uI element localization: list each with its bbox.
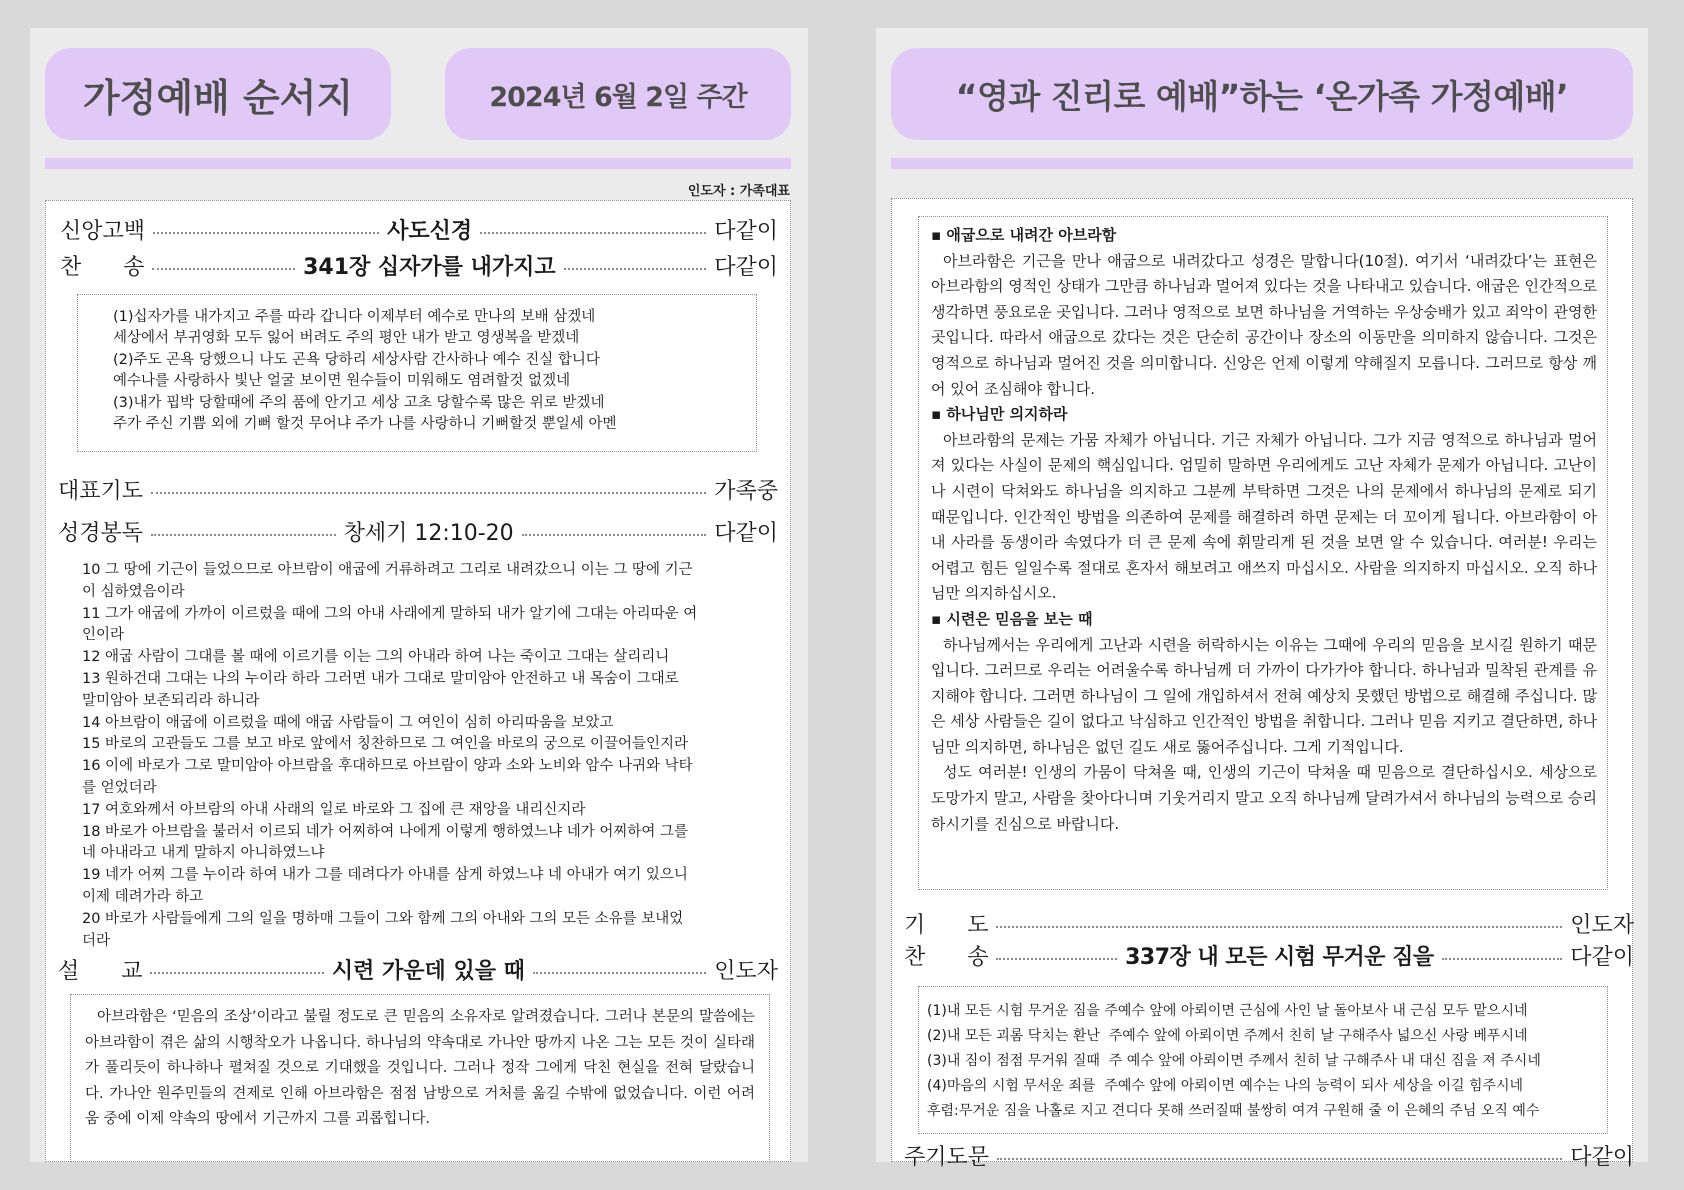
order-row-sermon (58, 954, 778, 985)
dotted-leader (1442, 958, 1563, 960)
lyric-line: (1)내 모든 시험 무거운 짐을 주예수 앞에 아뢰이면 근심에 사인 날 돌아보사 내 근심 모두 맡으시네 (927, 1003, 1528, 1019)
lyric-line: (3)내가 핍박 당할때에 주의 품에 안기고 세상 고초 당할수록 많은 위로 받겠네 (113, 394, 605, 411)
section-body: 하나님께서는 우리에게 고난과 시련을 허락하시는 이유는 그때에 우리의 믿음을 보시길 원하기 때문입니다. 그러므로 우리는 어려울수록 하나님께 더 가까이 다가가야 합니다. 하나님과 밀착된 관계를 유지해야 합니다. 그러면 하나님이 그 일에 개입하셔서 전혀 예상치 못했던 방법으로 해결해 주십니다. 많은 세상 사람들은 길이 없다고 낙심하고 인간적인 방법을 취합니다. 그러나 믿음 지키고 결단하면, 하나님만 의지하면, 하나님은 없던 길도 새로 뚫어주십니다. 그게 기적입니다. (931, 635, 1597, 756)
section-heading: ▪ 시련은 믿음을 보는 때 (931, 609, 1093, 628)
section-body: 아브라함은 기근을 만나 애굽으로 내려갔다고 성경은 말합니다(10절). 여기서 ‘내려갔다’는 표현은 아브라함의 영적인 상태가 그만큼 하나님과 멀어져 있다는 것을 나타내고 있습니다. 애굽은 인간적으로 생각하면 풍요로운 곳입니다. 그러나 영적으로 보면 하나님을 거역하는 우상숭배가 있고 죄악이 관영한 곳입니다. 따라서 애굽으로 갔다는 것은 단순히 공간이나 장소의 이동만을 의미하지 않습니다. 그것은 영적으로 하나님과 멀어진 것을 의미합니다. 신앙은 언제 이렇게 약해질지 모릅니다. 그러므로 항상 깨어 있어 조심해야 합니다. (931, 251, 1597, 398)
dotted-leader (150, 972, 323, 974)
section-heading: ▪ 애굽으로 내려간 아브라함 (931, 226, 1117, 244)
theme-pill (891, 48, 1633, 140)
section-body: 아브라함의 문제는 가뭄 자체가 아닙니다. 기근 자체가 아닙니다. 그가 지금 영적으로 하나님과 멀어져 있다는 사실이 문제의 핵심입니다. 엄밀히 말하면 우리에게도 고난 자체가 문제가 아닙니다. 고난이나 시련이 닥쳐와도 하나님을 의지하고 그분께 부탁하면 그것은 나의 문제에서 하나님의 문제로 되기 때문입니다. 인간적인 방법을 의존하여 문제를 해결하려 하면 문제는 더 꼬이게 됩니다. 아브라함이 아내 사라를 동생이라 속였다가 더 큰 문제 속에 휘말리게 된 것을 보면 알 수 있습니다. 여러분! 우리는 어렵고 힘든 일일수록 절대로 혼자서 해보려고 애쓰지 마십시오. 사람을 의지하지 마십시오. 오직 하나님만 의지하십시오. (931, 430, 1597, 603)
dotted-leader (996, 926, 1562, 928)
order-label: 대표기도 (58, 479, 144, 504)
verse-line: 14 아브람이 애굽에 이르렀을 때에 애굽 사람들이 그 여인이 심히 아리따움을 보았고 (82, 714, 614, 731)
verse-line: 18 바로가 아브람을 불러서 이르되 네가 어찌하여 나에게 이렇게 행하였느냐 네가 어찌하여 그를 (82, 823, 689, 840)
verse-line: 10 그 땅에 기근이 들었으므로 아브람이 애굽에 거류하려고 그리로 내려갔으니 이는 그 땅에 기근 (82, 562, 693, 578)
order-label: 주기도문 (904, 1145, 990, 1170)
lyric-line: (2)주도 곤욕 당했으니 나도 곤욕 당하리 세상사람 간사하나 예수 진실 합니다 (113, 351, 600, 368)
verse-line: 를 얻었더라 (82, 779, 157, 796)
section-heading: ▪ 하나님만 의지하라 (931, 405, 1068, 424)
verse-line: 13 원하건대 그대는 나의 누이라 하라 그러면 내가 그대로 말미암아 안전하고 내 목숨이 그대로 (82, 670, 679, 687)
order-label: 신앙고백 (60, 219, 146, 244)
leader-line: 인도자 : 가족대표 (687, 184, 790, 199)
verse-line: 12 애굽 사람이 그대를 볼 때에 이르기를 이는 그의 아내라 하여 나는 죽이고 그대는 살리리니 (82, 649, 670, 666)
closing-paragraph: 성도 여러분! 인생의 가뭄이 닥쳐올 때, 인생의 기근이 닥쳐올 때 믿음으로 결단하십시오. 세상으로 도망가지 말고, 사람을 찾아다니며 기웃거리지 말고 오직 하나님께 달려가셔서 하나님의 능력으로 승리하시기를 진심으로 바랍니다. (931, 763, 1597, 833)
order-row-lords-prayer (904, 1140, 1634, 1171)
order-who: 다같이 (1570, 945, 1635, 970)
verse-line: 네 아내라고 내게 말하지 아니하였느냐 (82, 845, 325, 862)
date-pill (445, 48, 791, 140)
verse-line: 11 그가 애굽에 가까이 이르렀을 때에 그의 아내 사래에게 말하되 내가 알기에 그대는 아리따운 여 (82, 605, 698, 622)
lyric-line: (1)십자가를 내가지고 주를 따라 갑니다 이제부터 예수로 만나의 보배 삼겠네 (113, 309, 596, 325)
order-item: 창세기 12:10-20 (343, 521, 514, 546)
order-label: 성경봉독 (58, 521, 144, 546)
accent-bar (45, 158, 791, 169)
lyric-line: 주가 주신 기쁨 외에 기뻐 할것 무어냐 주가 나를 사랑하니 기뻐할것 뿐일세 아멘 (113, 416, 617, 433)
lyric-line: (3)내 짐이 점점 무거워 질때 주 예수 앞에 아뢰이면 주께서 친히 날 구해주사 내 대신 짐을 져 주시네 (927, 1053, 1541, 1069)
week-date: 2024년 6월 2일 주간 (489, 81, 747, 113)
order-item: 337장 내 모든 시험 무거운 짐을 (1125, 945, 1434, 970)
hymn-lyrics-box (77, 294, 757, 452)
order-label: 설 교 (58, 959, 143, 984)
dotted-leader (564, 268, 707, 270)
order-who: 다같이 (714, 521, 778, 546)
order-who: 인도자 (1570, 913, 1634, 938)
right-page (876, 28, 1648, 1170)
order-item: 사도신경 (387, 219, 473, 244)
verse-line: 19 네가 어찌 그를 누이라 하여 내가 그를 데려다가 아내를 삼게 하였느냐 네 아내가 여기 있으니 (82, 867, 688, 884)
order-row-prayer (904, 908, 1634, 939)
order-row-scripture (58, 516, 778, 547)
sermon-intro-box (70, 994, 770, 1162)
dotted-leader (151, 534, 336, 536)
order-who: 인도자 (714, 959, 779, 984)
dotted-leader (533, 972, 706, 974)
verse-line: 인이라 (82, 627, 125, 644)
order-row-prayer (58, 474, 778, 505)
sermon-body-box (918, 216, 1608, 890)
order-who: 다같이 (714, 219, 779, 244)
lyric-line: (4)마음의 시험 무서운 죄를 주예수 앞에 아뢰이면 예수는 나의 능력이 되사 세상을 이길 힘주시네 (927, 1078, 1524, 1094)
left-page (30, 28, 808, 1162)
order-who: 다같이 (714, 255, 778, 280)
lyric-line: 예수나를 사랑하사 빛난 얼굴 보이면 원수들이 미워해도 염려할것 없겠네 (113, 373, 571, 390)
dotted-leader (996, 958, 1117, 960)
lyric-line: (2)내 모든 괴롬 닥치는 환난 주예수 앞에 아뢰이면 주께서 친히 날 구해주사 넓으신 사랑 베푸시네 (927, 1028, 1528, 1044)
dotted-leader (522, 534, 707, 536)
order-label: 찬 송 (904, 945, 989, 970)
order-row-hymn (60, 250, 778, 281)
order-item: 341장 십자가를 내가지고 (303, 255, 556, 280)
verse-line: 17 여호와께서 아브람의 아내 사래의 일로 바로와 그 집에 큰 재앙을 내리신지라 (82, 801, 586, 818)
verse-line: 말미암아 보존되리라 하니라 (82, 692, 260, 709)
order-item: 시련 가운데 있을 때 (331, 959, 525, 984)
verse-line: 더라 (82, 932, 111, 949)
verse-line: 20 바로가 사람들에게 그의 일을 명하매 그들이 그와 함께 그의 아내와 그의 모든 소유를 보내었 (82, 910, 684, 927)
lyric-line: 후렴:무거운 짐을 나홀로 지고 견디다 못해 쓰러질때 불쌍히 여겨 구원해 줄 이 은혜의 주님 오직 예수 (927, 1103, 1540, 1119)
page-title: 가정예배 순서지 (82, 75, 354, 120)
order-who: 가족중 (714, 479, 778, 504)
order-who: 다같이 (1570, 1145, 1634, 1170)
verse-line: 이제 데려가라 하고 (82, 888, 204, 905)
theme-title: “영과 진리로 예배”하는 ‘온가족 가정예배’ (955, 76, 1569, 116)
title-pill (45, 48, 391, 140)
dotted-leader (153, 232, 379, 234)
dotted-leader (480, 232, 706, 234)
order-row-hymn (904, 940, 1634, 971)
verse-line: 16 이에 바로가 그로 말미암아 아브람을 후대하므로 아브람이 양과 소와 노비와 암수 나귀와 낙타 (82, 758, 693, 775)
dotted-leader (151, 492, 706, 494)
lyric-line: 세상에서 부귀영화 모두 잃어 버려도 주의 평안 내가 받고 영생복을 받겠네 (113, 330, 580, 347)
order-label: 찬 송 (60, 255, 145, 280)
hymn-lyrics-box (918, 986, 1608, 1134)
order-label: 기 도 (904, 913, 989, 938)
verse-line: 이 심하였음이라 (82, 583, 185, 600)
dotted-leader (152, 268, 295, 270)
sermon-intro-text: 아브라함은 ‘믿음의 조상’이라고 불릴 정도로 큰 믿음의 소유자로 알려졌습니다. 그러나 본문의 말씀에는 아브라함이 겪은 삶의 시행착오가 나옵니다. 하나님의 약속대로 가나안 땅까지 나온 그는 모든 것이 실타래가 풀리듯이 하나하나 펼쳐질 것으로 기대했을 것입니다. 그러나 정작 그에게 닥친 현실을 전혀 달랐습니다. 가나안 원주민들의 견제로 인해 아브라함은 점점 남방으로 거처를 옮길 수밖에 없었습니다. 이런 어려움 중에 이제 약속의 땅에서 기근까지 그를 괴롭힙니다. (85, 1009, 755, 1127)
accent-bar (891, 158, 1633, 169)
order-row-creed (60, 214, 778, 245)
dotted-leader (997, 1158, 1562, 1160)
scripture-text (82, 560, 782, 952)
verse-line: 15 바로의 고관들도 그를 보고 바로 앞에서 칭찬하므로 그 여인을 바로의 궁으로 이끌어들인지라 (82, 736, 689, 753)
